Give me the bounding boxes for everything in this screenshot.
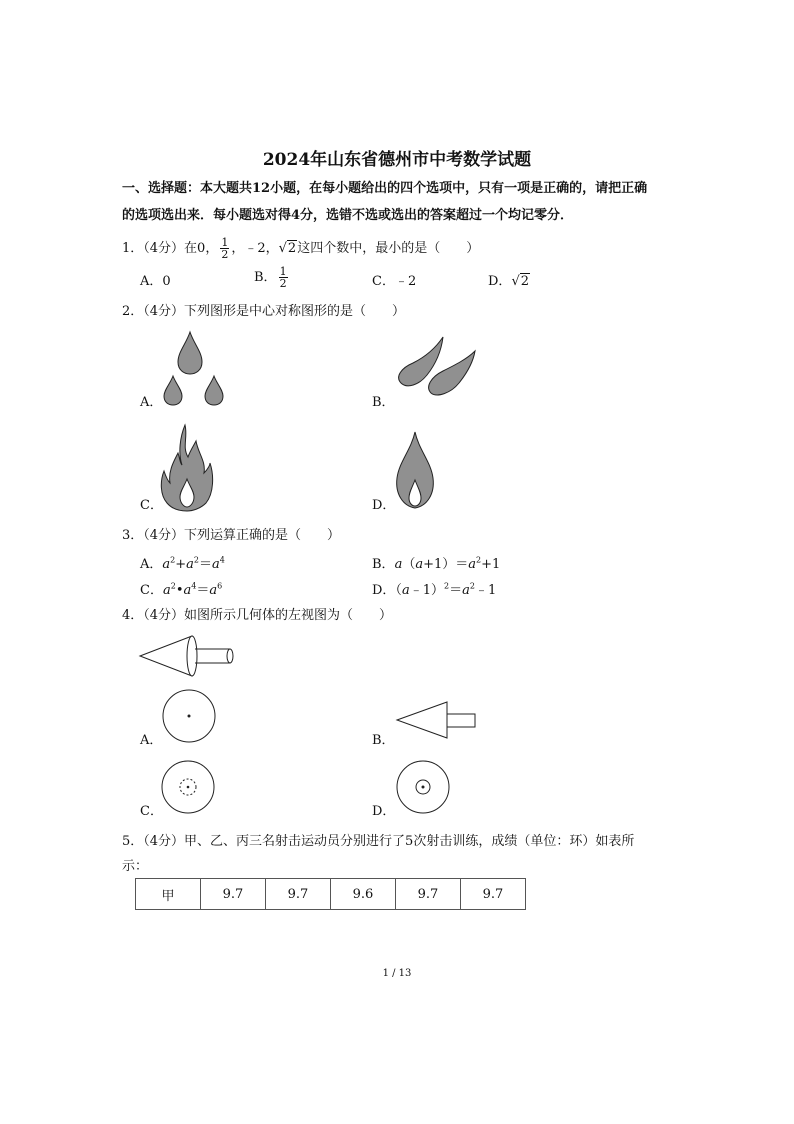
question-5-line2: 示： xyxy=(122,859,149,874)
q1-option-b-den: 2 xyxy=(279,277,287,290)
section-heading-line2: 的选项选出来．每小题选对得4分，选错不选或选出的答案超过一个均记零分． xyxy=(122,208,574,223)
q1-option-d-sqrt xyxy=(511,273,530,291)
q4-label-d: D． xyxy=(372,804,396,819)
question-4: 4．（4分）如图所示几何体的左视图为（ ） xyxy=(122,608,393,623)
page-number: 1 / 13 xyxy=(382,968,412,979)
q4-solid-figure xyxy=(138,632,238,682)
question-5-line1: 5．（4分）甲、乙、丙三名射击运动员分别进行了5次射击训练，成绩（单位：环）如表所 xyxy=(122,834,635,849)
q3-c-eq: ＝ xyxy=(196,583,210,598)
q3-a-var1: a xyxy=(162,557,171,572)
q4-label-a: A． xyxy=(140,733,163,748)
q3-d-var1: a xyxy=(401,583,410,598)
q1-option-b-num: 1 xyxy=(279,265,287,278)
table-row xyxy=(136,879,526,910)
q3-c-var2: a xyxy=(183,583,192,598)
question-3: 3．（4分）下列运算正确的是（ ） xyxy=(122,528,341,543)
q4-option-a-view xyxy=(161,690,217,746)
q1-sqrt-rad: 2 xyxy=(287,241,297,256)
q2-label-b: B． xyxy=(372,395,395,410)
q1-sqrt xyxy=(279,240,298,258)
q3-b-tail: +1 xyxy=(481,557,501,572)
table-cell: 9.7 xyxy=(201,879,266,910)
q1-option-d-sqrt-sign: √ xyxy=(511,274,520,289)
q1-frac-den: 2 xyxy=(221,248,229,261)
question-1 xyxy=(122,237,479,260)
q3-c-dot: • xyxy=(175,583,184,598)
q3-d-var2: a xyxy=(462,583,470,598)
q2-figure-a-drops xyxy=(160,330,230,410)
q3-d-exp1: 2 xyxy=(443,581,450,591)
q3-a-exp2: 2 xyxy=(193,555,200,565)
q3-a-var3: a xyxy=(212,557,220,572)
q3-a-exp3: 4 xyxy=(219,555,225,565)
q3-b-label: B． xyxy=(372,557,395,572)
table-cell: 9.7 xyxy=(396,879,461,910)
q2-label-d: D． xyxy=(372,498,396,513)
table-cell: 9.7 xyxy=(266,879,331,910)
q1-option-b xyxy=(254,266,290,289)
q2-figure-c-flame xyxy=(160,423,215,513)
q1-sqrt-sign: √ xyxy=(278,241,287,256)
table-cell-label: 甲 xyxy=(136,879,201,910)
table-cell: 9.6 xyxy=(331,879,396,910)
q4-option-c-view xyxy=(161,762,217,818)
page-title: 2024年山东省德州市中考数学试题 xyxy=(262,150,532,170)
q3-b-paren: （ xyxy=(402,557,416,572)
q3-d-label: D．（ xyxy=(372,583,402,598)
q3-c-label: C． xyxy=(140,583,163,598)
q3-c-var1: a xyxy=(162,583,171,598)
q2-label-a: A． xyxy=(140,395,163,410)
q4-option-d-view xyxy=(396,762,452,818)
q2-label-c: C． xyxy=(140,498,163,513)
q2-figure-b-leaves xyxy=(395,335,480,400)
q3-d-mid: ﹣1） xyxy=(409,583,444,598)
question-2: 2．（4分）下列图形是中心对称图形的是（ ） xyxy=(122,304,406,319)
q3-c-exp2: 4 xyxy=(191,581,197,591)
q1-option-d-sqrt-rad: 2 xyxy=(520,274,530,289)
q1-option-d xyxy=(488,273,530,291)
section-heading-line1: 一、选择题：本大题共12小题，在每小题给出的四个选项中，只有一项是正确的，请把正确 xyxy=(122,181,648,196)
q4-option-b-view xyxy=(395,700,480,740)
q3-b-exp: 2 xyxy=(476,555,482,565)
q3-d-exp2: 2 xyxy=(469,581,475,591)
q1-fraction xyxy=(220,237,229,260)
q3-c-exp1: 2 xyxy=(170,581,176,591)
q1-option-a: A．0 xyxy=(140,274,171,289)
q3-d-eq: ＝ xyxy=(449,583,463,598)
q3-b-var3: a xyxy=(468,557,477,572)
q3-b-mid: +1）＝ xyxy=(423,557,469,572)
q2-figure-d-flame xyxy=(393,430,438,510)
q3-a-plus: + xyxy=(175,557,187,572)
q3-option-b xyxy=(372,556,500,574)
q1-suffix: 这四个数中，最小的是（ ） xyxy=(297,241,480,256)
q3-a-exp1: 2 xyxy=(170,555,176,565)
q4-label-b: B． xyxy=(372,733,395,748)
q3-a-eq: ＝ xyxy=(199,557,213,572)
q3-b-var2: a xyxy=(415,557,424,572)
q3-b-var1: a xyxy=(394,557,403,572)
q3-a-label: A． xyxy=(140,557,163,572)
q1-frac-num: 1 xyxy=(221,236,229,249)
q1-mid: ，﹣2， xyxy=(231,241,279,256)
q3-option-d xyxy=(372,582,496,600)
q3-c-exp3: 6 xyxy=(217,581,223,591)
q1-option-b-fraction xyxy=(279,266,288,289)
table-cell: 9.7 xyxy=(461,879,526,910)
q3-c-var3: a xyxy=(209,583,218,598)
q4-label-c: C． xyxy=(140,804,163,819)
q3-option-c xyxy=(140,582,222,600)
q1-option-c: C．﹣2 xyxy=(372,274,417,289)
q1-prefix: 1．（4分）在0， xyxy=(122,241,219,256)
q1-option-b-label: B． xyxy=(254,270,277,285)
q3-d-tail: ﹣1 xyxy=(474,583,497,598)
q3-option-a xyxy=(140,556,225,574)
score-table xyxy=(135,878,526,910)
q3-a-var2: a xyxy=(186,557,194,572)
q1-option-d-label: D． xyxy=(488,274,512,289)
